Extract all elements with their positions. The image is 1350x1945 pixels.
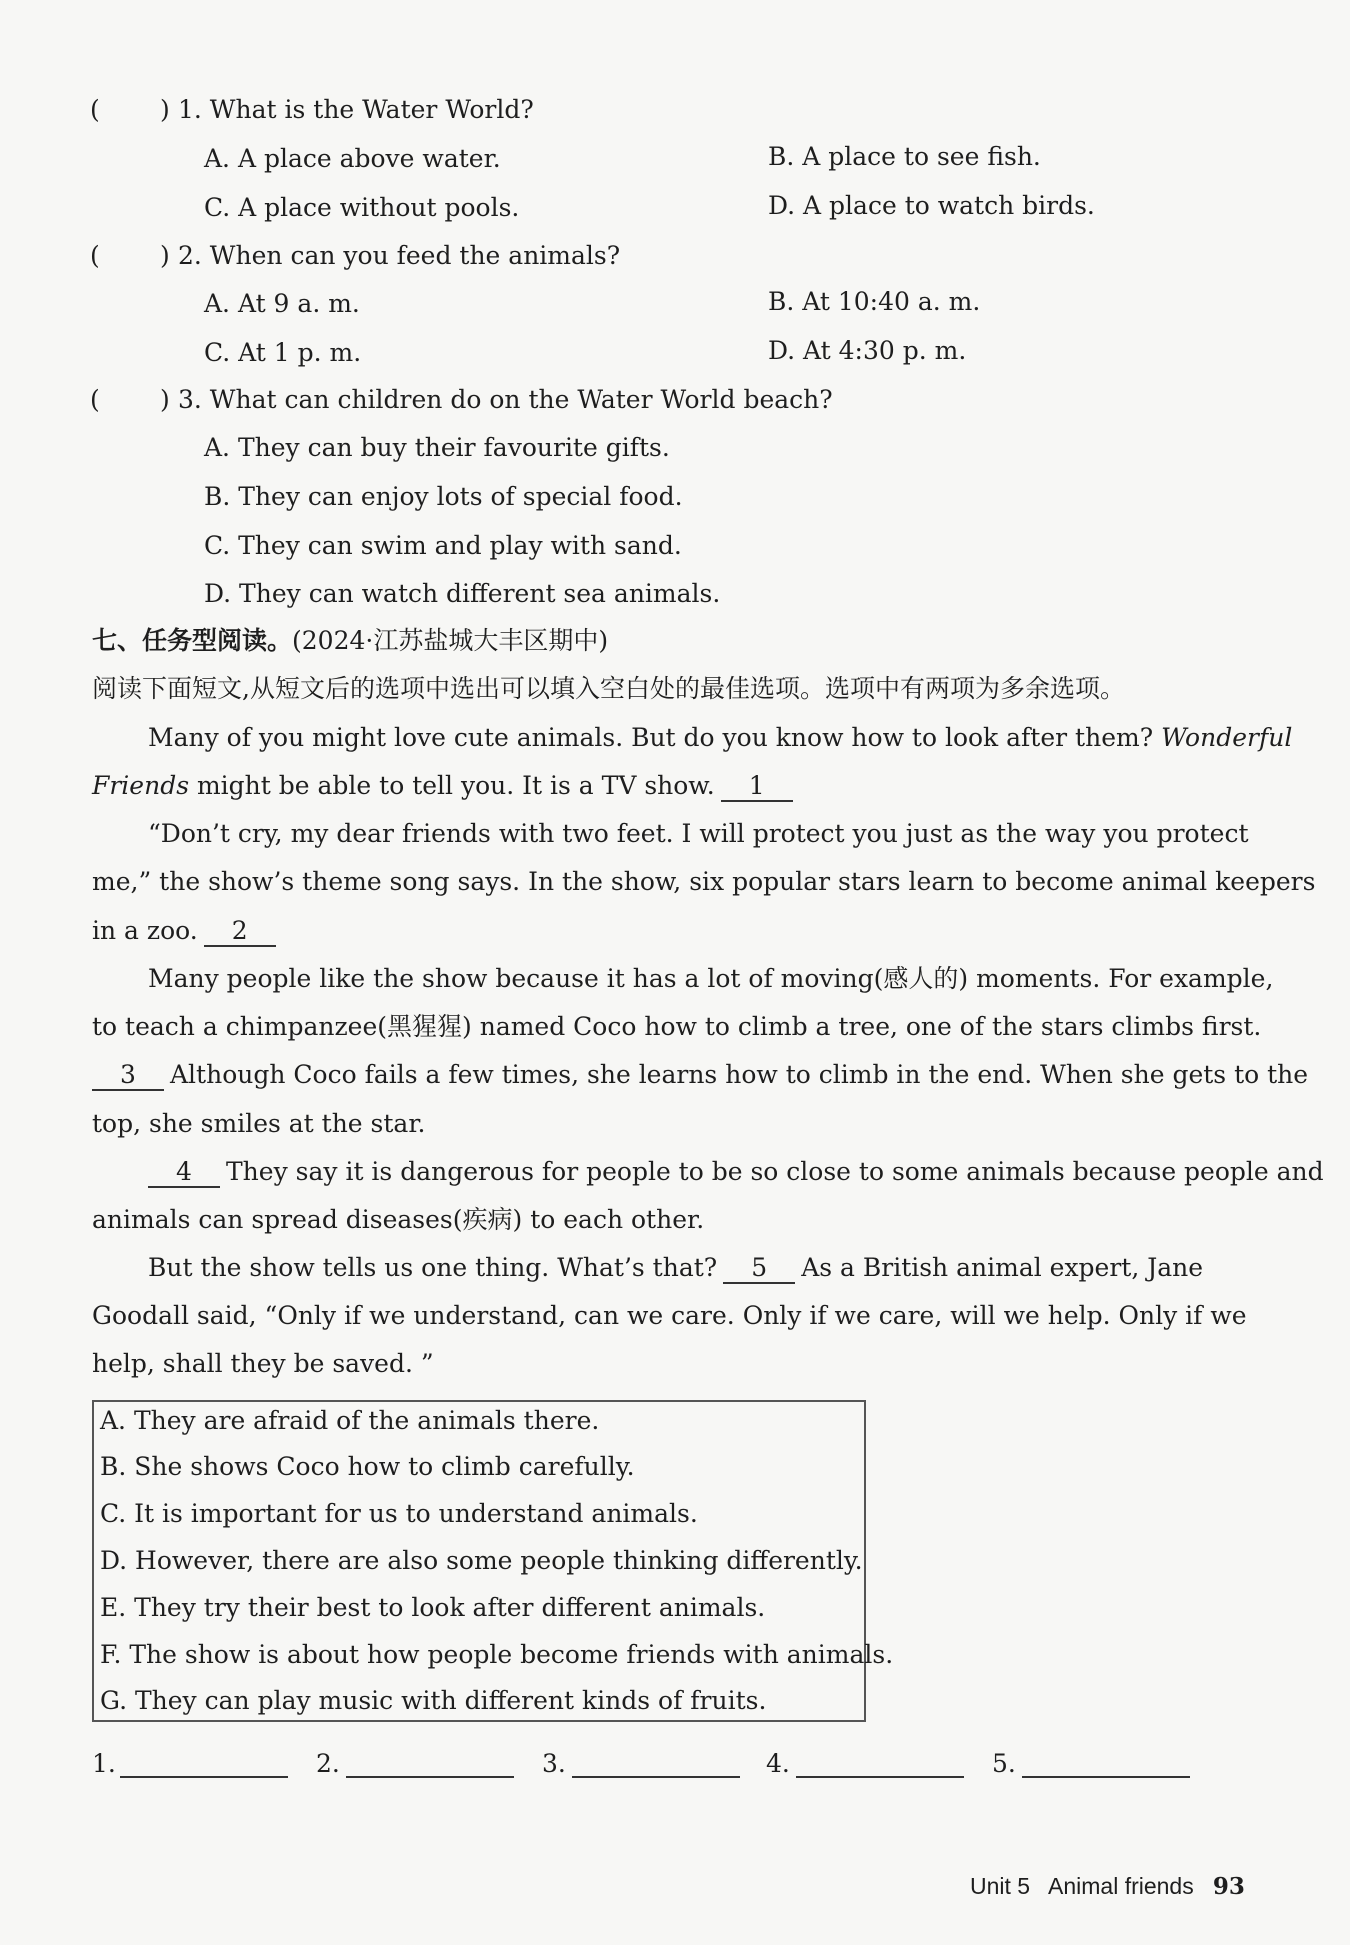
passage-line — [148, 722, 1292, 754]
section-7-title — [92, 625, 608, 657]
answer-paren-open-2: ( — [90, 241, 100, 270]
passage-line — [92, 1059, 1308, 1091]
question-3-option-b: B. They can enjoy lots of special food. — [204, 482, 683, 511]
passage-line: Goodall said, “Only if we understand, can we care. Only if we care, will we help. Only if we — [92, 1301, 1247, 1330]
question-2-stem: 2. When can you feed the animals? — [178, 241, 621, 270]
passage-line: to teach a chimpanzee(黑猩猩) named Coco how to climb a tree, one of the stars climbs first. — [92, 1012, 1262, 1041]
question-1-option-a: A. A place above water. — [204, 144, 501, 173]
answer-label-5: 5. — [992, 1749, 1016, 1778]
answer-blank-1[interactable] — [120, 1776, 288, 1778]
option-f: F. The show is about how people become friends with animals. — [100, 1640, 894, 1669]
option-a: A. They are afraid of the animals there. — [100, 1406, 600, 1435]
passage-line: animals can spread diseases(疾病) to each other. — [92, 1205, 705, 1234]
section-7-source: (2024·江苏盐城大丰区期中) — [292, 626, 609, 655]
question-1-option-d: D. A place to watch birds. — [768, 191, 1095, 220]
option-c: C. It is important for us to understand animals. — [100, 1499, 698, 1528]
question-3-option-d: D. They can watch different sea animals. — [204, 579, 721, 608]
passage-line — [148, 1156, 1324, 1188]
section-7-instruction: 阅读下面短文,从短文后的选项中选出可以填入空白处的最佳选项。选项中有两项为多余选项。 — [92, 674, 1125, 703]
answer-label-1: 1. — [92, 1749, 116, 1778]
passage-line: top, she smiles at the star. — [92, 1109, 426, 1138]
question-2-option-a: A. At 9 a. m. — [204, 289, 360, 318]
option-e: E. They try their best to look after different animals. — [100, 1593, 766, 1622]
passage-text: But the show tells us one thing. What’s that? — [148, 1253, 718, 1282]
option-d: D. However, there are also some people thinking differently. — [100, 1546, 863, 1575]
question-1-option-b: B. A place to see fish. — [768, 142, 1041, 171]
answer-label-4: 4. — [766, 1749, 790, 1778]
passage-text: As a British animal expert, Jane — [801, 1253, 1204, 1282]
passage-line: Many people like the show because it has a lot of moving(感人的) moments. For example, — [148, 964, 1274, 993]
passage-line: me,” the show’s theme song says. In the show, six popular stars learn to become animal keepers — [92, 867, 1316, 896]
passage-text: Many of you might love cute animals. But do you know how to look after them? — [148, 723, 1162, 752]
passage-text: They say it is dangerous for people to be so close to some animals because people and — [226, 1157, 1324, 1186]
question-1-option-c: C. A place without pools. — [204, 193, 520, 222]
answer-blank-5[interactable] — [1022, 1776, 1190, 1778]
page-number: 93 — [1212, 1873, 1245, 1900]
question-2-option-c: C. At 1 p. m. — [204, 338, 362, 367]
question-1-stem: 1. What is the Water World? — [178, 95, 534, 124]
blank-3[interactable]: 3 — [92, 1061, 164, 1091]
page-footer — [970, 1872, 1245, 1901]
answer-paren-close-2: ) — [160, 241, 170, 270]
footer-unit: Unit 5 — [970, 1873, 1031, 1899]
question-3-stem: 3. What can children do on the Water World beach? — [178, 385, 833, 414]
blank-2[interactable]: 2 — [204, 917, 276, 947]
answer-label-2: 2. — [316, 1749, 340, 1778]
question-3-option-a: A. They can buy their favourite gifts. — [204, 433, 670, 462]
passage-line — [92, 770, 799, 802]
answer-paren-open-1: ( — [90, 95, 100, 124]
passage-line — [92, 915, 282, 947]
footer-title: Animal friends — [1048, 1873, 1194, 1899]
question-2-option-b: B. At 10:40 a. m. — [768, 287, 981, 316]
blank-1[interactable]: 1 — [721, 772, 793, 802]
answer-label-3: 3. — [542, 1749, 566, 1778]
answer-blank-4[interactable] — [796, 1776, 964, 1778]
passage-line — [148, 1252, 1203, 1284]
passage-text: might be able to tell you. It is a TV show. — [189, 771, 715, 800]
passage-line: help, shall they be saved. ” — [92, 1349, 434, 1378]
question-3-option-c: C. They can swim and play with sand. — [204, 531, 682, 560]
answer-blank-3[interactable] — [572, 1776, 740, 1778]
answer-paren-open-3: ( — [90, 385, 100, 414]
passage-text: in a zoo. — [92, 916, 198, 945]
options-box — [92, 1400, 894, 1722]
show-title-part1: Wonderful — [1161, 723, 1293, 752]
option-b: B. She shows Coco how to climb carefully. — [100, 1452, 635, 1481]
answer-paren-close-1: ) — [160, 95, 170, 124]
question-2-option-d: D. At 4:30 p. m. — [768, 336, 967, 365]
answer-paren-close-3: ) — [160, 385, 170, 414]
show-title-part2: Friends — [92, 771, 190, 800]
blank-5[interactable]: 5 — [723, 1254, 795, 1284]
passage-line: “Don’t cry, my dear friends with two feet. I will protect you just as the way you protect — [148, 819, 1249, 848]
answer-blank-2[interactable] — [346, 1776, 514, 1778]
section-7-heading: 七、任务型阅读。 — [92, 626, 293, 655]
option-g: G. They can play music with different kinds of fruits. — [100, 1686, 767, 1715]
passage-text: Although Coco fails a few times, she learns how to climb in the end. When she gets to the — [170, 1060, 1309, 1089]
blank-4[interactable]: 4 — [148, 1158, 220, 1188]
